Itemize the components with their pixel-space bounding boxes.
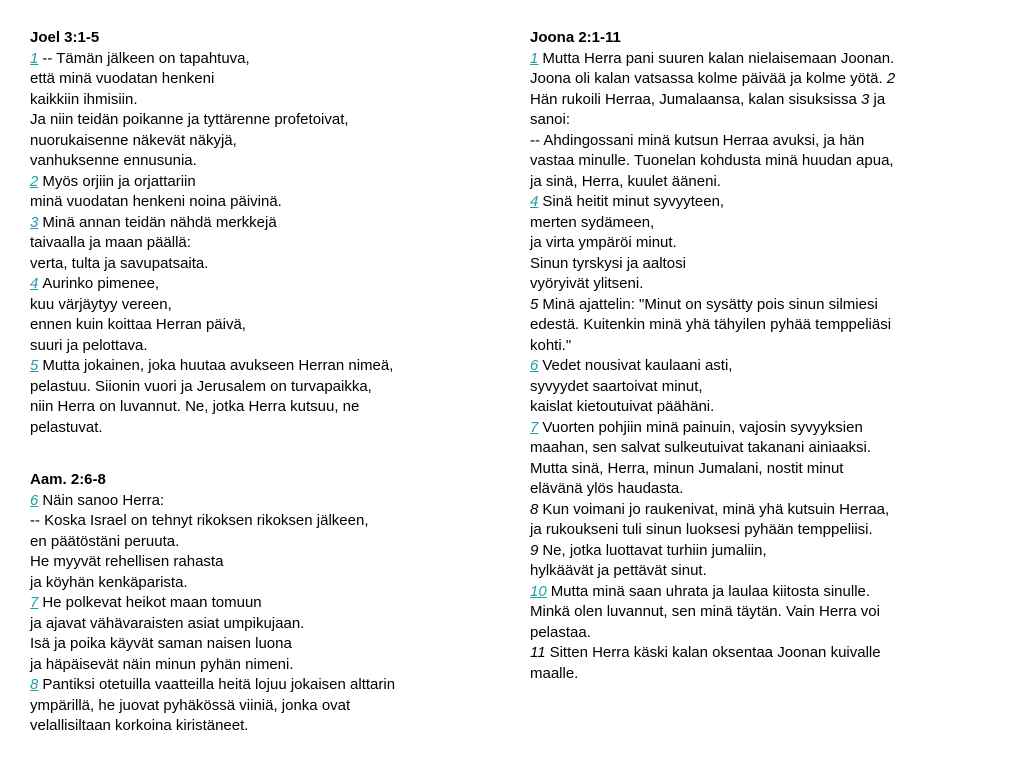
verse-text: nuorukaisenne näkevät näkyjä, bbox=[30, 131, 237, 149]
verse-line bbox=[530, 49, 1010, 70]
verse-line bbox=[30, 69, 470, 90]
verse-text: suuri ja pelottava. bbox=[30, 336, 148, 354]
passage-jonah bbox=[530, 28, 1010, 684]
verse-text: Ne, jotka luottavat turhiin jumaliin, bbox=[542, 541, 767, 559]
verse-number-link[interactable]: 6 bbox=[530, 357, 539, 374]
verse-line bbox=[30, 491, 470, 512]
verse-text: -- Ahdingossani minä kutsun Herraa avuksi, ja hän bbox=[530, 131, 865, 149]
verse-text: Ja niin teidän poikanne ja tyttärenne profetoivat, bbox=[30, 111, 349, 128]
verse-text: Minä ajattelin: "Minut on sysätty pois sinun silmiesi bbox=[542, 295, 878, 313]
verse-line bbox=[30, 274, 470, 295]
verse-text: Hän rukoili Herraa, Jumalaansa, kalan sisuksissa bbox=[530, 90, 857, 108]
verse-line bbox=[30, 634, 470, 655]
verse-number-link[interactable]: 10 bbox=[530, 582, 547, 600]
verse-line bbox=[530, 172, 1010, 193]
verse-number-link[interactable]: 7 bbox=[30, 594, 39, 611]
verse-text: He polkevat heikot maan tomuun bbox=[42, 594, 262, 611]
verse-line bbox=[30, 356, 470, 377]
verse-text: ja ajavat vähävaraisten asiat umpikujaan. bbox=[30, 614, 305, 632]
verse-text: Vedet nousivat kaulaani asti, bbox=[542, 357, 733, 374]
verse-text: vanhuksenne ennusunia. bbox=[30, 152, 197, 169]
verse-text: niin Herra on luvannut. Ne, jotka Herra kutsuu, ne bbox=[30, 398, 360, 415]
verse-line bbox=[530, 459, 1010, 480]
verse-line bbox=[30, 151, 470, 172]
verse-number-link[interactable]: 3 bbox=[30, 213, 39, 231]
verse-line bbox=[30, 172, 470, 193]
verse-number: 11 bbox=[530, 644, 546, 661]
verse-number-link[interactable]: 4 bbox=[30, 275, 39, 292]
verse-line bbox=[30, 573, 470, 594]
verse-number-link[interactable]: 8 bbox=[30, 676, 39, 693]
verse-text: että minä vuodatan henkeni bbox=[30, 70, 215, 87]
left-column bbox=[30, 28, 470, 737]
verse-line bbox=[530, 623, 1010, 644]
verse-line bbox=[30, 614, 470, 635]
passage-text bbox=[530, 49, 1010, 685]
verse-text: merten sydämeen, bbox=[530, 213, 655, 231]
verse-text: Näin sanoo Herra: bbox=[42, 491, 165, 509]
verse-text: Minkä olen luvannut, sen minä täytän. Vain Herra voi bbox=[530, 603, 880, 620]
verse-text: -- Tämän jälkeen on tapahtuva, bbox=[42, 49, 250, 67]
verse-number: 5 bbox=[530, 295, 539, 313]
verse-line bbox=[530, 643, 1010, 664]
verse-line bbox=[530, 602, 1010, 623]
verse-text: ja virta ympäröi minut. bbox=[530, 234, 677, 251]
verse-line bbox=[30, 397, 470, 418]
verse-line bbox=[30, 675, 470, 696]
verse-number-link[interactable]: 6 bbox=[30, 491, 39, 509]
verse-line bbox=[530, 110, 1010, 131]
verse-text: Isä ja poika käyvät saman naisen luona bbox=[30, 635, 292, 652]
verse-line bbox=[530, 213, 1010, 234]
verse-line bbox=[30, 377, 470, 398]
verse-text: maalle. bbox=[530, 664, 579, 682]
verse-line bbox=[530, 254, 1010, 275]
verse-text: Sinä heitit minut syvyyteen, bbox=[542, 193, 725, 210]
verse-text: minä vuodatan henkeni noina päivinä. bbox=[30, 193, 282, 210]
verse-text: kaislat kietoutuivat päähäni. bbox=[530, 398, 715, 415]
verse-text: kuu värjäytyy vereen, bbox=[30, 295, 172, 313]
verse-line bbox=[530, 233, 1010, 254]
verse-line bbox=[30, 295, 470, 316]
verse-line bbox=[30, 511, 470, 532]
verse-text: Sinun tyrskysi ja aaltosi bbox=[530, 254, 686, 272]
verse-line bbox=[530, 500, 1010, 521]
verse-line bbox=[530, 274, 1010, 295]
verse-number: 2 bbox=[886, 70, 896, 87]
verse-text: Mutta jokainen, joka huutaa avukseen Herran nimeä, bbox=[42, 357, 394, 374]
verse-text: syvyydet saartoivat minut, bbox=[530, 377, 703, 395]
verse-line bbox=[30, 552, 470, 573]
verse-text: Mutta minä saan uhrata ja laulaa kiitosta sinulle. bbox=[550, 582, 871, 600]
verse-text: Mutta Herra pani suuren kalan nielaisemaan Joonan. bbox=[542, 49, 895, 67]
verse-text: Joona oli kalan vatsassa kolme päivää ja kolme yötä. bbox=[530, 70, 883, 87]
verse-text: maahan, sen salvat sulkeutuivat takanani ainiaaksi. bbox=[530, 439, 872, 456]
verse-line bbox=[530, 151, 1010, 172]
verse-text: ympärillä, he juovat pyhäkössä viiniä, jonka ovat bbox=[30, 696, 351, 714]
verse-line bbox=[30, 213, 470, 234]
passage-reference: Joel 3:1-5 bbox=[30, 29, 100, 46]
verse-line bbox=[530, 418, 1010, 439]
verse-line bbox=[30, 233, 470, 254]
verse-line bbox=[30, 110, 470, 131]
verse-line bbox=[530, 377, 1010, 398]
verse-line bbox=[530, 336, 1010, 357]
verse-line bbox=[530, 315, 1010, 336]
passage-amos bbox=[30, 470, 470, 737]
verse-number-link[interactable]: 1 bbox=[530, 49, 539, 67]
verse-line bbox=[30, 49, 470, 70]
verse-line bbox=[530, 664, 1010, 685]
passage-reference: Joona 2:1-11 bbox=[530, 29, 621, 46]
verse-line bbox=[530, 438, 1010, 459]
verse-text: vyöryivät ylitseni. bbox=[530, 275, 644, 292]
verse-text: ja sinä, Herra, kuulet ääneni. bbox=[530, 172, 721, 190]
verse-text: pelastaa. bbox=[530, 623, 591, 641]
verse-text: He myyvät rehellisen rahasta bbox=[30, 553, 224, 570]
verse-number-link[interactable]: 1 bbox=[30, 49, 39, 67]
verse-line bbox=[30, 696, 470, 717]
verse-text: Kun voimani jo raukenivat, minä yhä kutsuin Herraa, bbox=[542, 500, 890, 518]
verse-number-link[interactable]: 4 bbox=[530, 193, 539, 210]
verse-number: 3 bbox=[860, 90, 870, 108]
verse-text: verta, tulta ja savupatsaita. bbox=[30, 254, 209, 272]
passage-text bbox=[30, 49, 470, 439]
verse-text: ja häpäisevät näin minun pyhän nimeni. bbox=[30, 655, 294, 673]
verse-line bbox=[530, 69, 1010, 90]
verse-line bbox=[530, 479, 1010, 500]
passage-text bbox=[30, 491, 470, 737]
verse-text: edestä. Kuitenkin minä yhä tähyilen pyhää temppeliäsi bbox=[530, 316, 892, 333]
verse-text: pelastuvat. bbox=[30, 418, 103, 436]
verse-text: sanoi: bbox=[530, 111, 571, 128]
verse-text: elävänä ylös haudasta. bbox=[530, 480, 684, 497]
verse-line bbox=[530, 131, 1010, 152]
verse-text: Vuorten pohjiin minä painuin, vajosin syvyyksien bbox=[542, 418, 863, 436]
verse-line bbox=[530, 356, 1010, 377]
verse-text: ja köyhän kenkäparista. bbox=[30, 573, 188, 591]
verse-line bbox=[30, 315, 470, 336]
verse-text: ja rukoukseni tuli sinun luoksesi pyhään temppeliisi. bbox=[530, 521, 873, 538]
verse-text: Aurinko pimenee, bbox=[42, 275, 160, 292]
verse-number: 9 bbox=[530, 541, 539, 559]
right-column bbox=[530, 28, 1010, 684]
verse-text: hylkäävät ja pettävät sinut. bbox=[530, 562, 707, 579]
verse-line bbox=[530, 582, 1010, 603]
verse-text: kaikkiin ihmisiin. bbox=[30, 90, 138, 108]
verse-line bbox=[30, 90, 470, 111]
verse-line bbox=[30, 336, 470, 357]
verse-text: Sitten Herra käski kalan oksentaa Joonan kuivalle bbox=[549, 644, 881, 661]
verse-line bbox=[30, 655, 470, 676]
verse-line bbox=[30, 532, 470, 553]
verse-text: Myös orjiin ja orjattariin bbox=[42, 172, 196, 190]
verse-text: kohti." bbox=[530, 336, 572, 354]
verse-text: Mutta sinä, Herra, minun Jumalani, nostit minut bbox=[530, 459, 844, 477]
verse-line bbox=[530, 561, 1010, 582]
passage-joel bbox=[30, 28, 470, 438]
verse-text: vastaa minulle. Tuonelan kohdusta minä huudan apua, bbox=[530, 152, 894, 169]
verse-line bbox=[30, 418, 470, 439]
verse-text: ja bbox=[873, 90, 886, 108]
verse-line bbox=[530, 295, 1010, 316]
verse-text: ennen kuin koittaa Herran päivä, bbox=[30, 316, 246, 333]
verse-line bbox=[530, 192, 1010, 213]
verse-text: Minä annan teidän nähdä merkkejä bbox=[42, 213, 277, 231]
verse-number-link[interactable]: 2 bbox=[30, 172, 39, 190]
verse-number-link[interactable]: 7 bbox=[530, 418, 539, 436]
verse-text: taivaalla ja maan päällä: bbox=[30, 234, 191, 251]
verse-number-link[interactable]: 5 bbox=[30, 357, 39, 374]
verse-text: pelastuu. Siionin vuori ja Jerusalem on turvapaikka, bbox=[30, 377, 372, 395]
passage-reference: Aam. 2:6-8 bbox=[30, 471, 106, 488]
verse-line bbox=[30, 254, 470, 275]
verse-text: velallisiltaan korkoina kiristäneet. bbox=[30, 717, 249, 734]
verse-line bbox=[530, 541, 1010, 562]
verse-number: 8 bbox=[530, 500, 539, 518]
verse-line bbox=[530, 397, 1010, 418]
verse-line bbox=[530, 520, 1010, 541]
verse-line bbox=[30, 192, 470, 213]
verse-text: en päätöstäni peruuta. bbox=[30, 532, 180, 550]
verse-text: Pantiksi otetuilla vaatteilla heitä lojuu jokaisen alttarin bbox=[42, 676, 396, 693]
verse-line bbox=[30, 131, 470, 152]
verse-line bbox=[30, 593, 470, 614]
verse-text: -- Koska Israel on tehnyt rikoksen rikoksen jälkeen, bbox=[30, 512, 369, 529]
verse-line bbox=[530, 90, 1010, 111]
verse-line bbox=[30, 716, 470, 737]
